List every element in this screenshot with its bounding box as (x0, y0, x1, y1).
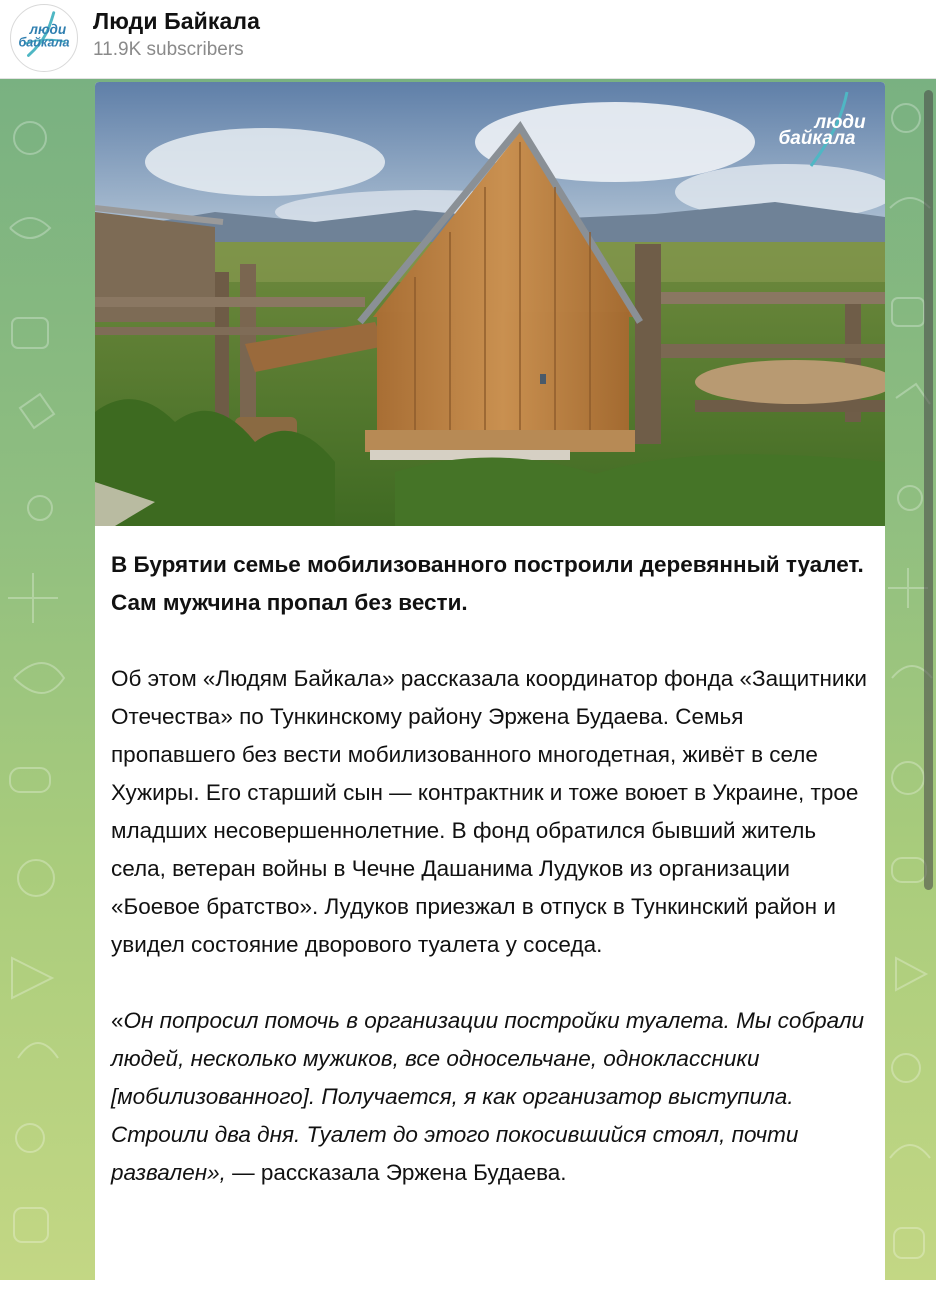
post-paragraph: Об этом «Людям Байкала» рассказала координатор фонда «Защитники Отечества» по Тункинскому району Эржена Будаева. Семья пропавшего без вести мобилизованного многодетная, живёт в селе Хужиры. Его старший сын — контрактник и тоже воюет в Украине, трое младших несовершеннолетние. В фонд обратился бывший житель села, ветеран войны в Чечне Дашанима Лудуков из организации «Боевое братство». Лудуков приезжал в отпуск в Тункинский район и увидел состояние дворового туалета у соседа. (111, 666, 867, 957)
channel-post[interactable] (95, 82, 885, 1292)
photo-wooden-outhouse (95, 82, 885, 526)
channel-header[interactable] (0, 0, 936, 79)
photo-watermark-line2: байкала (778, 128, 856, 149)
chat-scrollbar[interactable] (924, 90, 933, 890)
channel-avatar-logo-icon (11, 5, 77, 71)
post-text (111, 546, 871, 1230)
post-photo[interactable] (95, 82, 885, 526)
quote-open-mark: « (111, 1008, 124, 1033)
channel-avatar[interactable] (10, 4, 78, 72)
post-quote (111, 1002, 871, 1192)
post-headline: В Бурятии семье мобилизованного построили деревянный туалет. Сам мужчина пропал без вести. (111, 552, 864, 615)
avatar-logo-line1: люди (29, 22, 67, 38)
quote-text: Он попросил помочь в организации постройки туалета. Мы собрали людей, несколько мужиков, все односельчане, одноклассники [мобилизованного]. Получается, я как организатор выступила. Строили два дня. Туалет до этого покосившийся стоял, почти развален», (111, 1008, 865, 1185)
channel-title[interactable]: Люди Байкала (93, 8, 260, 34)
quote-attribution: — рассказала Эржена Будаева. (232, 1160, 567, 1185)
avatar-logo-line2: байкала (18, 35, 70, 50)
subscriber-count: 11.9K subscribers (93, 39, 244, 60)
photo-watermark-line1: люди (814, 112, 866, 133)
